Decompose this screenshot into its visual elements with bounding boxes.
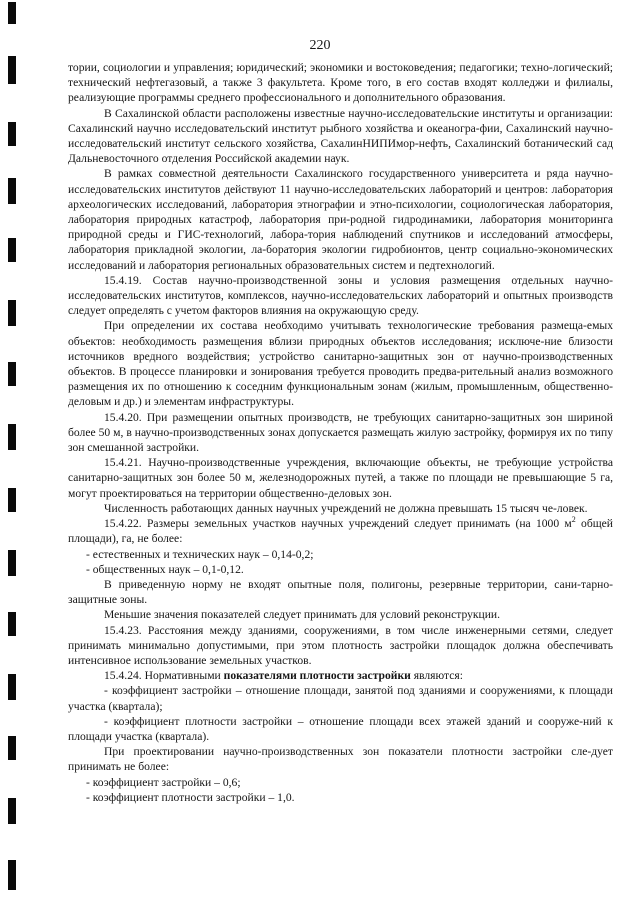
paragraph: 15.4.19. Состав научно-производственной зоны и условия размещения отдельных научно-исследовательских институтов, комплексов, научно-исследовательских лабораторий и опытных производств следует определять с учетом факторов влияния на окружающую среду. xyxy=(68,273,613,318)
paragraph: 15.4.23. Расстояния между зданиями, сооружениями, в том числе инженерными сетями, следует принимать минимально допустимыми, при этом плотность застройки площадок должна обеспечивать интенсивное использование земельных участков. xyxy=(68,623,613,667)
document-body xyxy=(68,60,613,805)
paragraph: 15.4.21. Научно-производственные учреждения, включающие объекты, не требующие устройства санитарно-защитных зон более 50 м, железнодорожных путей, а также по площади не превышающие 5 га, могут проектироваться на территории общественно-деловых зон. xyxy=(68,456,613,500)
text-run: 15.4.24. Нормативными xyxy=(104,669,224,683)
page-number: 220 xyxy=(309,38,331,53)
paragraph: При определении их состава необходимо учитывать технологические требования размеща-емых объектов: необходимость размещения вблизи природных объектов исследования; исключе-ние близости источников вредного воздействия; устройство санитарно-защитных зон от научно-производственных объектов. В процессе планировки и зонирования требуется проводить предва-рительный анализ возможного размещения их по отношению к соседним функциональным зонам (жилым, промышленным, общественно-деловым и др.) и элементам инфраструктуры. xyxy=(68,319,613,409)
binder-mark xyxy=(8,122,16,146)
paragraph: 15.4.20. При размещении опытных производств, не требующих санитарно-защитных зон шириной более 50 м, в научно-производственных зонах допускается размещать жилую застройку, формируя их по типу зон смешанной застройки. xyxy=(68,410,613,455)
paragraph: Меньшие значения показателей следует принимать для условий реконструкции. xyxy=(104,608,501,622)
binder-mark xyxy=(8,56,16,84)
binder-mark xyxy=(8,488,16,512)
definition-item: - коэффициент плотности застройки – отношение площади всех этажей зданий и сооруже-ний к площади участка (квартала). xyxy=(68,714,613,743)
binder-mark xyxy=(8,238,16,262)
text-run: являются: xyxy=(410,669,463,683)
superscript: 2 xyxy=(571,515,576,525)
paragraph: В рамках совместной деятельности Сахалинского государственного университета и ряда научно-исследовательских институтов действуют 11 научно-исследовательских лабораторий и центров: лаборатория археологических исследований, лаборатория этнографии и этно-психологии, социологическая лаборатория, лаборатория природных катастроф, лаборатория при-родной гидродинамики, лаборатория мониторинга природной среды и ГИС-технологий, лабора-тория наблюдений спутников и исследований атмосферы, лаборатория прикладной экологии, ла-боратория экологии гидробионтов, центр социально-экономических исследований и лаборатория региональных образовательных систем и педтехнологий. xyxy=(68,167,613,272)
binder-mark xyxy=(8,798,16,824)
list-item: - естественных и технических наук – 0,14-0,2; xyxy=(86,547,314,561)
bold-term: показателями плотности застройки xyxy=(223,669,411,683)
paragraph: тории, социологии и управления; юридический; экономики и востоковедения; педагогики; техно-логический; технический нефтегазовый, а также 3 факультета. Кроме того, в его состав входят колледжи и филиалы, реализующие программы среднего профессионального и дополнительного образования. xyxy=(68,61,613,105)
binder-mark xyxy=(8,674,16,700)
list-item: - коэффициент застройки – 0,6; xyxy=(86,775,241,789)
paragraph-land-size xyxy=(68,516,613,546)
binder-mark xyxy=(8,300,16,326)
list-item: - общественных наук – 0,1-0,12. xyxy=(86,562,244,576)
paragraph: При проектировании научно-производственных зон показатели плотности застройки сле-дует принимать не более: xyxy=(68,745,613,774)
paragraph: В Сахалинской области расположены известные научно-исследовательские институты и организации: Сахалинский научно исследовательский институт рыбного хозяйства и океаногра-фии, Сахалинский научно-исследовательский институт сельского хозяйства, СахалинНИПИмор-нефть, Сахалинский ботанический сад Дальневосточного отделения Российской академии наук. xyxy=(68,106,613,166)
definition-item: - коэффициент застройки – отношение площади, занятой под зданиями и сооружениями, к площади участка (квартала); xyxy=(68,684,613,713)
paragraph: Численность работающих данных научных учреждений не должна превышать 15 тысяч че-ловек. xyxy=(104,501,588,515)
binder-mark xyxy=(8,612,16,636)
binder-mark xyxy=(8,550,16,576)
binder-mark xyxy=(8,2,16,24)
binder-mark xyxy=(8,860,16,890)
binder-mark xyxy=(8,178,16,204)
text-run: общей площади), га, не более: xyxy=(68,517,613,546)
binder-mark xyxy=(8,424,16,450)
binder-mark xyxy=(8,736,16,760)
binder-mark xyxy=(8,362,16,386)
paragraph: В приведенную норму не входят опытные поля, полигоны, резервные территории, сани-тарно-защитные зоны. xyxy=(68,577,613,607)
text-run: 15.4.22. Размеры земельных участков научных учреждений следует принимать (на 1000 м xyxy=(104,517,572,531)
list-item: - коэффициент плотности застройки – 1,0. xyxy=(86,790,295,804)
paragraph-density-indicators xyxy=(68,668,613,683)
